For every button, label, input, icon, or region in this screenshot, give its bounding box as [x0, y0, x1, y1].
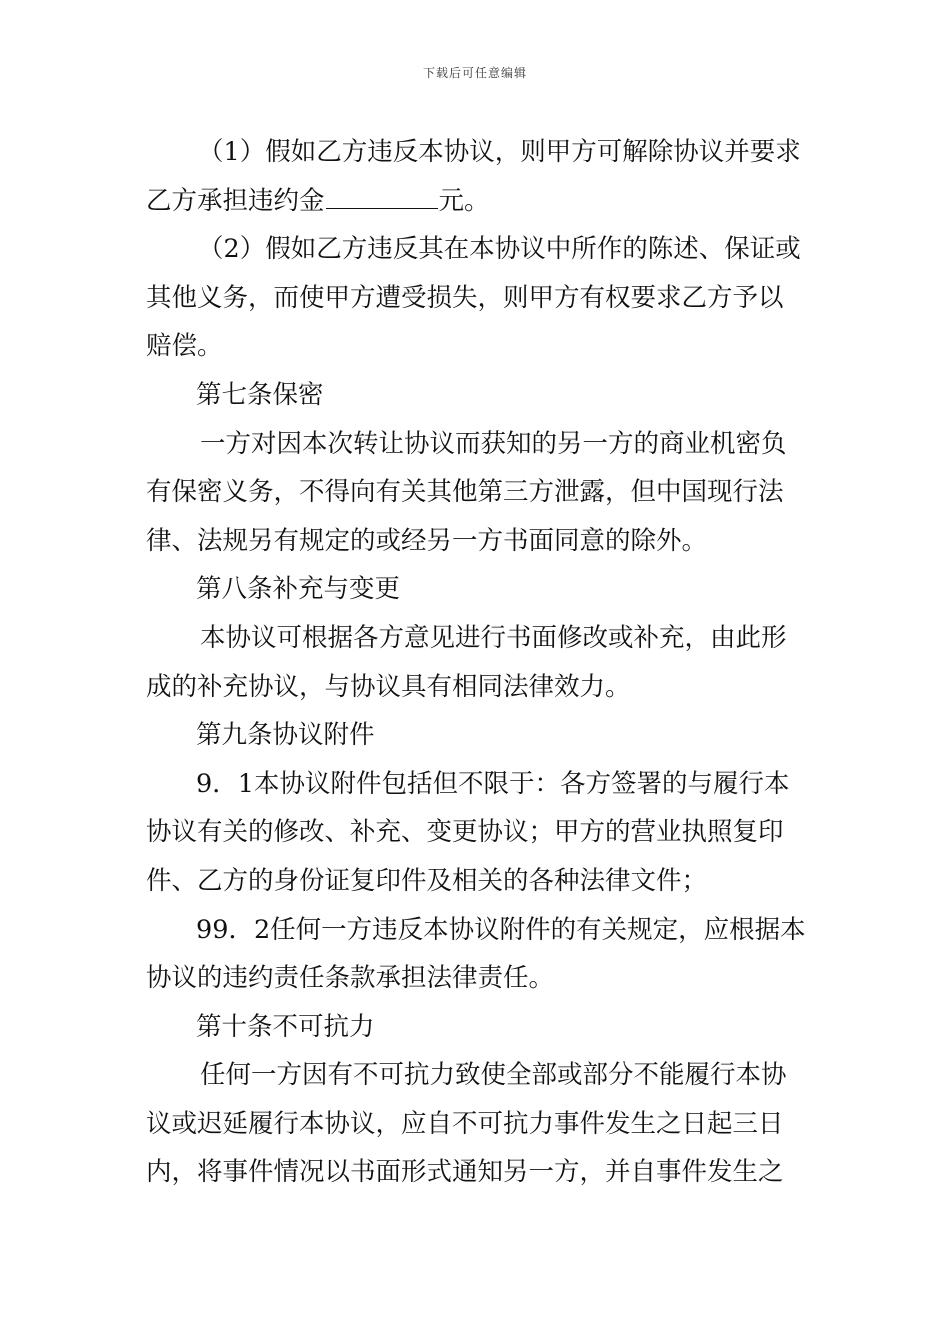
- text-line: [146, 420, 810, 469]
- text-line: [146, 565, 810, 614]
- line-text: 件、乙方的身份证复印件及相关的各种法律文件；: [146, 865, 708, 896]
- line-text: 一方对因本次转让协议而获知的另一方的商业机密负: [200, 428, 787, 459]
- line-text: 第七条保密: [196, 379, 324, 410]
- line-text: 协议有关的修改、补充、变更协议；甲方的营业执照复印: [146, 817, 784, 848]
- line-text: 本协议可根据各方意见进行书面修改或补充，由此形: [200, 622, 787, 653]
- text-line: [146, 614, 810, 663]
- text-line: [146, 371, 810, 420]
- line-text: 有保密义务，不得向有关其他第三方泄露，但中国现行法: [146, 477, 784, 508]
- text-line: [146, 468, 810, 517]
- line-text: 赔偿。: [146, 331, 223, 362]
- text-line: [146, 1003, 810, 1052]
- line-text-after-blank: 元。: [438, 185, 490, 216]
- text-line: [146, 663, 810, 712]
- document-body: [146, 128, 810, 1197]
- fill-in-blank: [326, 190, 438, 209]
- text-line: [146, 128, 810, 177]
- text-line: [146, 711, 810, 760]
- text-line: [146, 1051, 810, 1100]
- text-line: [146, 760, 810, 809]
- line-text: 第十条不可抗力: [196, 1011, 375, 1042]
- line-text: 乙方承担违约金: [146, 185, 325, 216]
- text-line: [146, 177, 810, 226]
- line-text: 其他义务，而使甲方遭受损失，则甲方有权要求乙方予以: [146, 282, 784, 313]
- text-line: [146, 225, 810, 274]
- text-line: [146, 1148, 810, 1197]
- text-line: [146, 517, 810, 566]
- text-line: [146, 857, 810, 906]
- text-line: [146, 808, 810, 857]
- line-text: 第八条补充与变更: [196, 574, 401, 605]
- text-line: [146, 906, 810, 955]
- line-text: （2）假如乙方违反其在本协议中所作的陈述、保证或: [198, 234, 801, 265]
- text-line: [146, 274, 810, 323]
- line-text: （1）假如乙方违反本协议，则甲方可解除协议并要求: [198, 137, 801, 167]
- line-text: 99．2任何一方违反本协议附件的有关规定，应根据本: [196, 914, 806, 945]
- line-text: 第九条协议附件: [196, 720, 375, 751]
- line-text: 内，将事件情况以书面形式通知另一方，并自事件发生之: [146, 1157, 784, 1188]
- line-text: 律、法规另有规定的或经另一方书面同意的除外。: [146, 525, 708, 556]
- text-line: [146, 322, 810, 371]
- page-header: 下载后可任意编辑: [422, 66, 527, 80]
- text-line: [146, 954, 810, 1003]
- line-text: 成的补充协议，与协议具有相同法律效力。: [146, 671, 631, 702]
- line-text: 议或迟延履行本协议，应自不可抗力事件发生之日起三日: [146, 1108, 784, 1139]
- line-text: 任何一方因有不可抗力致使全部或部分不能履行本协: [200, 1060, 787, 1091]
- text-line: [146, 1100, 810, 1149]
- line-text: 9．1本协议附件包括但不限于：各方签署的与履行本: [196, 768, 790, 799]
- line-text: 协议的违约责任条款承担法律责任。: [146, 963, 555, 994]
